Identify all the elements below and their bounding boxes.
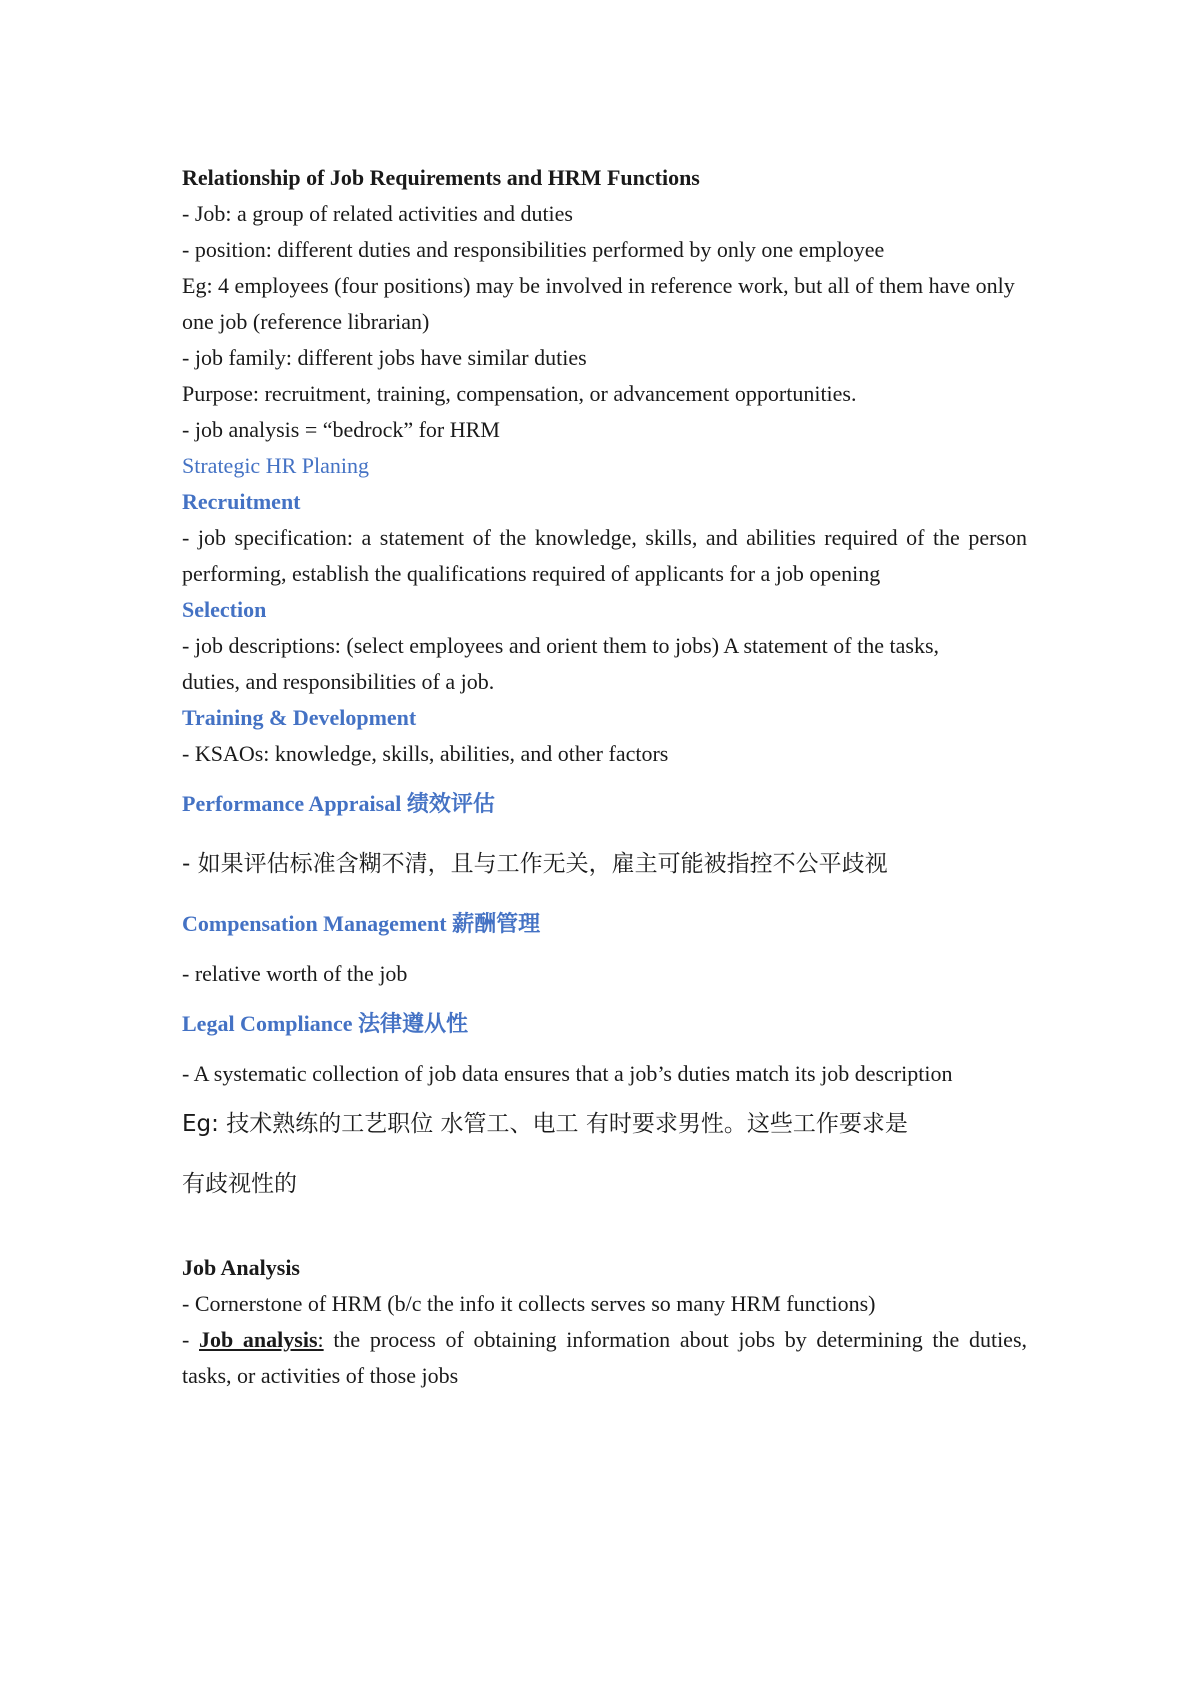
performance-heading: Performance Appraisal 绩效评估 [182,791,495,816]
training-heading: Training & Development [182,705,417,730]
compensation-line: - relative worth of the job [182,961,408,986]
recruitment-heading: Recruitment [182,489,301,514]
purpose-line: Purpose: recruitment, training, compensation, or advancement opportunities. [182,381,857,406]
job-analysis-heading: Job Analysis [182,1255,300,1280]
ksaos-line: - KSAOs: knowledge, skills, abilities, and other factors [182,741,669,766]
example-line: Eg: 4 employees (four positions) may be involved in reference work, but all of them have only one job (reference librarian) [182,273,1015,334]
definition-text: the process of obtaining information about jobs by determining the duties, tasks, or activities of those jobs [182,1327,1028,1388]
performance-line: - 如果评估标准含糊不清，且与工作无关，雇主可能被指控不公平歧视 [182,851,888,877]
job-description-line: - job descriptions: (select employees and orient them to jobs) A statement of the tasks, [182,633,940,658]
section-title: Relationship of Job Requirements and HRM Functions [182,165,700,190]
job-analysis-bedrock: - job analysis = “bedrock” for HRM [182,417,500,442]
job-definition: - Job: a group of related activities and duties [182,201,573,226]
compensation-heading: Compensation Management 薪酬管理 [182,911,541,936]
legal-line: - A systematic collection of job data ensures that a job’s duties match its job description [182,1061,953,1086]
selection-heading: Selection [182,597,267,622]
job-analysis-definition [182,1322,1027,1394]
job-specification-line: - job specification: a statement of the knowledge, skills, and abilities required of the person performing, establish the qualifications required of applicants for a job opening [182,525,1027,586]
strategic-hr-heading: Strategic HR Planing [182,453,369,478]
position-definition: - position: different duties and responsibilities performed by only one employee [182,237,885,262]
cornerstone-line: - Cornerstone of HRM (b/c the info it collects serves so many HRM functions) [182,1291,876,1316]
document-body [182,160,1027,1394]
job-family-definition: - job family: different jobs have similar duties [182,345,587,370]
definition-colon: : [317,1327,324,1352]
legal-example-line-2: 有歧视性的 [182,1171,297,1197]
legal-example-line: Eg: 技术熟练的工艺职位 水管工、电工 有时要求男性。这些工作要求是 [182,1111,908,1137]
definition-term: Job analysis [199,1327,318,1352]
legal-heading: Legal Compliance 法律遵从性 [182,1011,468,1036]
job-description-line-2: duties, and responsibilities of a job. [182,669,495,694]
definition-prefix: - [182,1327,200,1352]
